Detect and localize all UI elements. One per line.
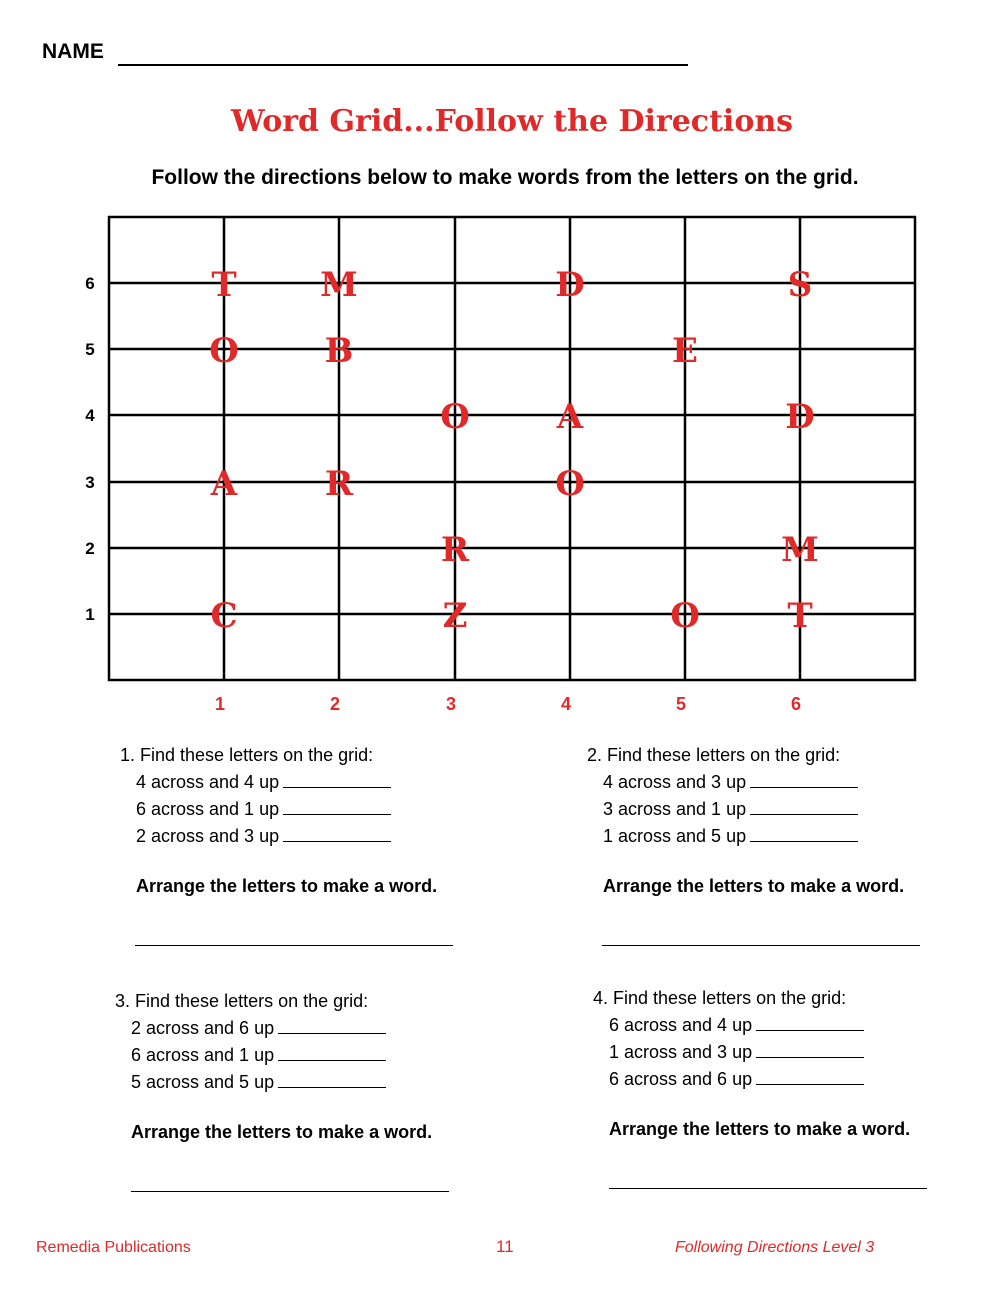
question-heading: 2. Find these letters on the grid: [587,745,841,765]
x-axis-label: 4 [560,694,572,714]
footer-book-title: Following Directions Level 3 [675,1239,875,1256]
question-line [115,1015,432,1042]
question-line [120,823,437,850]
direction-text: 6 across and 6 up [609,1069,753,1089]
answer-blank[interactable] [756,1014,864,1031]
y-axis-label: 3 [85,473,95,492]
grid-letter: E [672,331,698,371]
question-line [593,1012,910,1039]
question-line [587,769,904,796]
question-3 [115,988,432,1146]
answer-blank[interactable] [750,825,858,842]
question-line [587,796,904,823]
grid-vertical-lines [224,217,800,680]
x-axis-label: 3 [445,694,457,714]
direction-text: 1 across and 3 up [609,1042,753,1062]
name-line[interactable] [118,64,688,66]
answer-blank[interactable] [283,825,391,842]
answer-blank[interactable] [278,1017,386,1034]
direction-text: 4 across and 4 up [136,772,280,792]
grid-letter: M [320,265,358,305]
question-line [593,1039,910,1066]
word-grid [0,200,1000,720]
direction-text: 5 across and 5 up [131,1072,275,1092]
answer-blank[interactable] [750,798,858,815]
instructions: Follow the directions below to make words from the letters on the grid. [151,166,859,189]
direction-text: 6 across and 1 up [136,799,280,819]
footer-page-number: 11 [496,1237,514,1256]
question-line [115,1042,432,1069]
grid-letter: Z [442,596,468,636]
question-heading: 1. Find these letters on the grid: [120,745,374,765]
grid-letter: A [556,397,584,437]
answer-blank[interactable] [278,1071,386,1088]
word-answer-line[interactable] [602,945,920,946]
question-2 [587,742,904,900]
grid-letter: S [787,265,813,305]
x-axis-label: 2 [329,694,341,714]
grid-letter: D [785,397,815,437]
grid-letter: O [670,596,700,636]
direction-text: 1 across and 5 up [603,826,747,846]
y-axis-label: 5 [85,340,95,359]
word-answer-line[interactable] [609,1188,927,1189]
grid-letter: O [440,397,470,437]
footer-publisher: Remedia Publications [36,1239,191,1256]
grid-letter: B [324,331,354,371]
arrange-instruction: Arrange the letters to make a word. [609,1119,911,1139]
grid-letter: T [211,265,237,305]
direction-text: 3 across and 1 up [603,799,747,819]
grid-letter: D [555,265,585,305]
question-line [115,1069,432,1096]
word-answer-line[interactable] [135,945,453,946]
question-heading: 4. Find these letters on the grid: [593,988,847,1008]
grid-letter: C [210,596,238,636]
answer-blank[interactable] [756,1068,864,1085]
grid-letter: R [324,464,354,504]
page-title: Word Grid...Follow the Directions [230,104,794,139]
grid-letter: A [210,464,238,504]
grid-letter: O [209,331,239,371]
direction-text: 2 across and 6 up [131,1018,275,1038]
question-line [120,796,437,823]
answer-blank[interactable] [756,1041,864,1058]
x-axis-label: 1 [214,694,226,714]
question-line [120,769,437,796]
x-axis-labels [215,694,801,714]
y-axis-label: 6 [85,274,95,293]
grid-letter: M [781,530,819,570]
grid-letter: T [787,596,813,636]
direction-text: 6 across and 1 up [131,1045,275,1065]
question-1 [120,742,437,900]
x-axis-label: 5 [675,694,687,714]
grid-letter: R [440,530,470,570]
word-answer-line[interactable] [131,1191,449,1192]
x-axis-label: 6 [790,694,802,714]
name-label: NAME [42,40,104,63]
question-heading: 3. Find these letters on the grid: [115,991,369,1011]
question-line [587,823,904,850]
direction-text: 4 across and 3 up [603,772,747,792]
grid-letters [209,265,819,636]
arrange-instruction: Arrange the letters to make a word. [131,1122,433,1142]
question-line [593,1066,910,1093]
direction-text: 6 across and 4 up [609,1015,753,1035]
answer-blank[interactable] [278,1044,386,1061]
y-axis-label: 1 [85,605,95,624]
y-axis-labels [85,274,95,624]
question-4 [593,985,910,1143]
y-axis-label: 2 [85,539,95,558]
arrange-instruction: Arrange the letters to make a word. [136,876,438,896]
grid-letter: O [555,464,585,504]
answer-blank[interactable] [750,771,858,788]
arrange-instruction: Arrange the letters to make a word. [603,876,905,896]
direction-text: 2 across and 3 up [136,826,280,846]
answer-blank[interactable] [283,771,391,788]
y-axis-label: 4 [85,406,95,425]
answer-blank[interactable] [283,798,391,815]
